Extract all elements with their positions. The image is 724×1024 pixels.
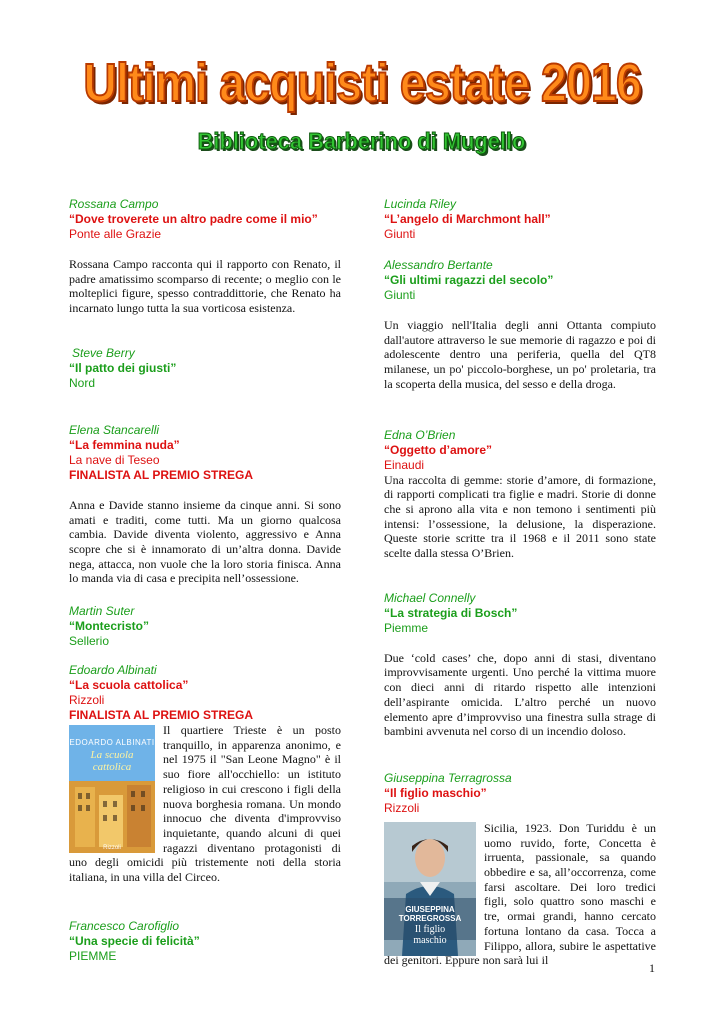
book-title: “Il patto dei giusti” (69, 360, 177, 375)
book-author: Elena Stancarelli (69, 422, 160, 437)
cover-author-text: GIUSEPPINA TORREGROSSA (398, 904, 462, 923)
book-title: “Gli ultimi ragazzi del secolo” (384, 273, 554, 287)
book-description: Rossana Campo racconta qui il rapporto con Renato, il padre amatissimo scomparso di recente; o meglio con le molteplici figure, spesso contraddittorie, che Renato ha incarnato lungo tutta la sua vorticosa esistenza. (69, 257, 341, 316)
cover-author-text: EDOARDO ALBINATI (69, 738, 155, 748)
book-entry-obrien (384, 428, 656, 561)
book-entry-suter (69, 604, 341, 649)
book-title: “La scuola cattolica” (69, 678, 189, 693)
page-number: 1 (649, 961, 655, 975)
book-title: “Montecristo” (69, 619, 150, 634)
book-publisher: La nave di Teseo (69, 452, 160, 467)
book-publisher: Piemme (384, 620, 429, 635)
book-title: “Il figlio maschio” (384, 785, 487, 800)
book-description: Un viaggio nell'Italia degli anni Ottanta compiuto dall'autore attraverso le sue memorie di ragazzo e poi di adolescente dentro una periferia, quella del QT8 milanese, un po' piccolo-borghese, un po' proletaria, tra la scoperta della musica, del sesso e della droga. (384, 318, 656, 391)
book-entry-riley (384, 197, 656, 242)
book-title: “L’angelo di Marchmont hall” (384, 212, 551, 226)
book-entry-berry (69, 346, 341, 391)
book-author: Giuseppina Terragrossa (384, 770, 512, 785)
book-description: Sicilia, 1923. Don Turiddu è un uomo ruvido, forte, Concetta è irruenta, passionale, sa quando obbedire e sa, all’occorrenza, come farsi ascoltare. Dei loro tredici figli, solo quattro sono maschi e tre, ormai grandi, hanno cercato fortuna lontano da casa. Tocca a Filippo, allora, subire le aspettative dei genitori. Eppure non sarà lui il (384, 820, 656, 968)
book-entry-bertante (384, 258, 656, 392)
book-publisher: Giunti (384, 227, 416, 241)
book-publisher: Ponte alle Grazie (69, 227, 162, 241)
cover-publisher-logo: Rizzoli (103, 845, 121, 852)
library-name: Biblioteca Barberino di Mugello (198, 128, 526, 154)
book-entry-albinati (69, 663, 341, 885)
book-entry-campo (69, 197, 341, 316)
book-publisher: Einaudi (384, 457, 425, 472)
book-title: “La femmina nuda” (69, 437, 180, 452)
book-description: Una raccolta di gemme: storie d’amore, di formazione, di rapporti complicati tra figlie e madri. Storie di donne che si aprono alla vita e non temono i sentimenti più intensi: l’ossessione, la delusione, la disperazione. Queste storie scritte tra il 1968 e il 2011 sono state scelte dalla stessa O’Brien. (384, 472, 656, 561)
book-entry-terragrossa (384, 771, 656, 968)
right-column (384, 197, 656, 968)
book-description: Anna e Davide stanno insieme da cinque anni. Si sono amati e traditi, come tutti. Ma un giorno qualcosa cambia. Davide diventa violento, aggressivo e Anna scopre che si è innamorato di un’altra donna. Davide nega, attacca, non vuole che la loro storia finisca. Anna lo manda via di casa e precipita nell’ossessione. (69, 497, 341, 586)
book-cover-image (384, 822, 476, 946)
prize-badge: FINALISTA AL PREMIO STREGA (69, 467, 254, 482)
book-title: “Oggetto d’amore” (384, 442, 493, 457)
book-cover-image (69, 725, 155, 851)
prize-badge: FINALISTA AL PREMIO STREGA (69, 708, 254, 723)
book-author: Edoardo Albinati (69, 663, 157, 678)
book-description: Il quartiere Trieste è un posto tranquillo, in apparenza anonimo, e nel 1975 il "San Leone Magno" è il suo fiore all'occhiello: un istituto religioso in cui crescono i figli della nuova borghesia romana. Un mondo innocuo che diventa d'improvviso inquietante, quando alcuni di quei ragazzi diventano protagonisti di uno degli omicidi più tristemente noti della storia italiana, in una villa del Circeo. (69, 723, 341, 885)
book-author: Lucinda Riley (384, 197, 457, 211)
book-publisher: Rizzoli (384, 800, 420, 815)
book-author: Edna O’Brien (384, 427, 456, 442)
book-publisher: Nord (69, 375, 96, 390)
book-entry-carofiglio (69, 919, 341, 964)
cover-title-text: Il figlio maschio (413, 923, 447, 946)
book-entry-connelly (384, 591, 656, 739)
book-publisher: Giunti (384, 288, 416, 302)
book-author: Rossana Campo (69, 197, 159, 211)
book-description: Due ‘cold cases’ che, dopo anni di stasi, diventano improvvisamente urgenti. Uno perché la vittima muore con dieci anni di ritardo rispetto alle intenzioni dell’aspirante omicida. L’altro perché un nuovo elemento apre d’improvviso una finestra sulla strage di bambini avvenuta nel corso di un incendio doloso. (384, 650, 656, 739)
cover-title-text: La scuola cattolica (90, 749, 134, 774)
book-entry-stancarelli (69, 423, 341, 586)
book-title: “La strategia di Bosch” (384, 605, 518, 620)
book-author: Michael Connelly (384, 590, 476, 605)
book-publisher: Rizzoli (69, 693, 105, 708)
book-publisher: Sellerio (69, 634, 110, 649)
book-author: Steve Berry (72, 345, 135, 360)
book-title: “Dove troverete un altro padre come il mio” (69, 212, 318, 226)
left-column (69, 197, 341, 964)
book-author: Alessandro Bertante (384, 258, 493, 272)
page-title: Ultimi acquisti estate 2016 (83, 53, 641, 113)
book-title: “Una specie di felicità” (69, 933, 200, 948)
book-author: Francesco Carofiglio (69, 918, 180, 933)
book-publisher: PIEMME (69, 948, 117, 963)
book-author: Martin Suter (69, 604, 135, 619)
